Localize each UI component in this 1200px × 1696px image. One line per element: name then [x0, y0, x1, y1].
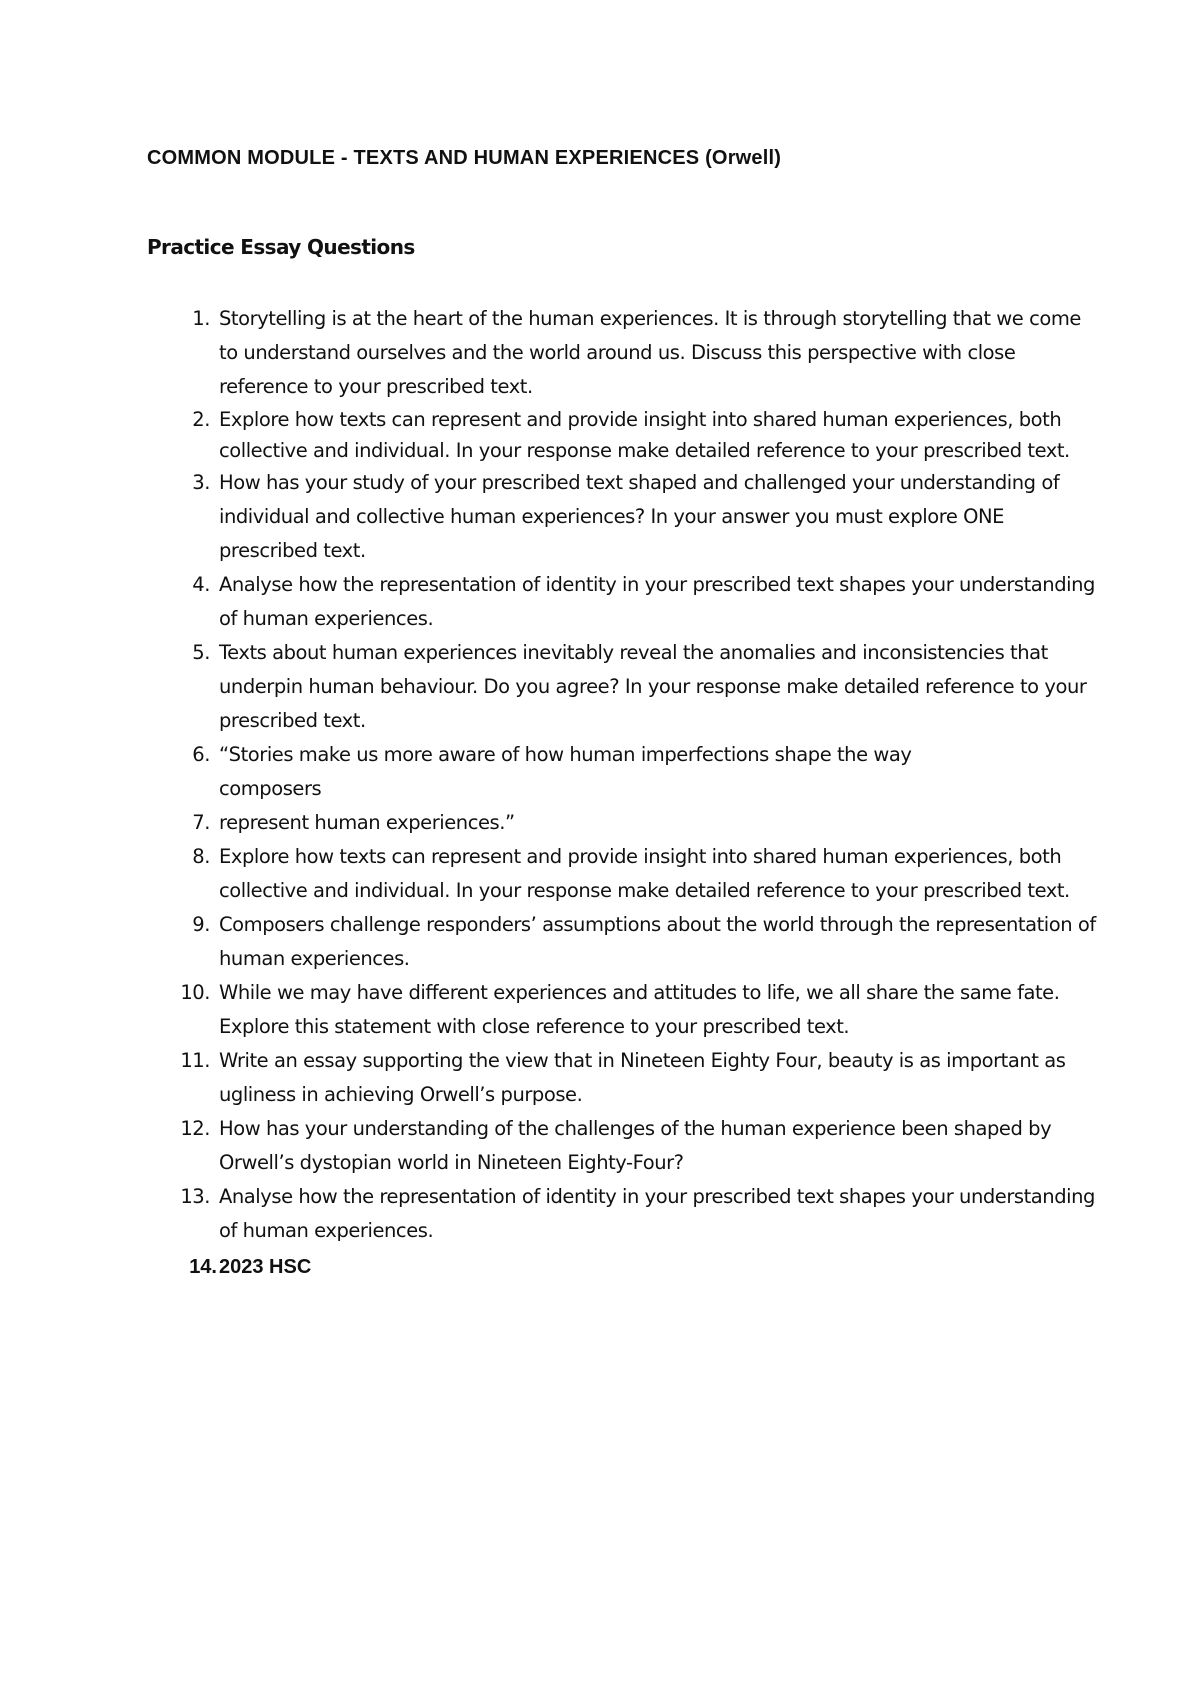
question-number: 3.	[192, 471, 210, 494]
question-text: “Stories make us more aware of how human imperfections shape the way composers	[219, 743, 912, 800]
list-item	[0, 840, 1099, 908]
question-text: Write an essay supporting the view that in Nineteen Eighty Four, beauty is as important as ugliness in achieving Orwell’s purpose.	[219, 1049, 1066, 1106]
document-heading: COMMON MODULE - TEXTS AND HUMAN EXPERIENCES (Orwell)	[147, 147, 782, 169]
list-item	[0, 302, 1099, 404]
question-number: 1.	[192, 307, 210, 330]
list-item	[0, 404, 1099, 466]
question-number: 5.	[192, 641, 210, 664]
list-item	[0, 1112, 1099, 1180]
question-text: While we may have different experiences and attitudes to life, we all share the same fate. Explore this statement with close reference to your prescribed text.	[219, 981, 1060, 1038]
question-number: 2.	[192, 408, 210, 431]
question-number: 13.	[180, 1185, 210, 1208]
question-number: 10.	[180, 981, 210, 1004]
list-item	[0, 806, 1099, 840]
question-number: 9.	[192, 913, 210, 936]
list-item	[0, 908, 1099, 976]
question-text: Explore how texts can represent and provide insight into shared human experiences, both collective and individual. In your response make detailed reference to your prescribed text.	[219, 408, 1070, 462]
question-list	[0, 302, 1200, 1284]
question-number: 12.	[180, 1117, 210, 1140]
question-number: 7.	[192, 811, 210, 834]
question-text: Explore how texts can represent and provide insight into shared human experiences, both collective and individual. In your response make detailed reference to your prescribed text.	[219, 845, 1070, 902]
question-text: Storytelling is at the heart of the human experiences. It is through storytelling that we come to understand ourselves and the world around us. Discuss this perspective with close reference to your prescribed text.	[219, 307, 1081, 398]
section-title: Practice Essay Questions	[147, 235, 415, 259]
question-text: Composers challenge responders’ assumptions about the world through the representation of human experiences.	[219, 913, 1096, 970]
question-text: How has your understanding of the challenges of the human experience been shaped by Orwell’s dystopian world in Nineteen Eighty-Four?	[219, 1117, 1052, 1174]
list-item	[0, 466, 1099, 568]
question-text: 2023 HSC	[219, 1256, 312, 1278]
question-number: 6.	[192, 743, 210, 766]
list-item	[0, 976, 1099, 1044]
list-item	[0, 1180, 1099, 1248]
list-item	[0, 1044, 1099, 1112]
question-text: Analyse how the representation of identity in your prescribed text shapes your understanding of human experiences.	[219, 573, 1095, 630]
list-item	[0, 636, 1099, 738]
question-text: represent human experiences.”	[219, 811, 515, 834]
question-number: 11.	[180, 1049, 210, 1072]
question-number: 8.	[192, 845, 210, 868]
list-item	[0, 568, 1099, 636]
question-text: How has your study of your prescribed text shaped and challenged your understanding of individual and collective human experiences? In your answer you must explore ONE prescribed text.	[219, 471, 1060, 562]
list-item	[0, 738, 1099, 806]
question-text: Texts about human experiences inevitably reveal the anomalies and inconsistencies that underpin human behaviour. Do you agree? In your response make detailed reference to your prescribed text.	[219, 641, 1087, 732]
list-item	[0, 1250, 1200, 1284]
question-number: 14.	[189, 1256, 217, 1278]
question-number: 4.	[192, 573, 210, 596]
question-text: Analyse how the representation of identity in your prescribed text shapes your understanding of human experiences.	[219, 1185, 1095, 1242]
